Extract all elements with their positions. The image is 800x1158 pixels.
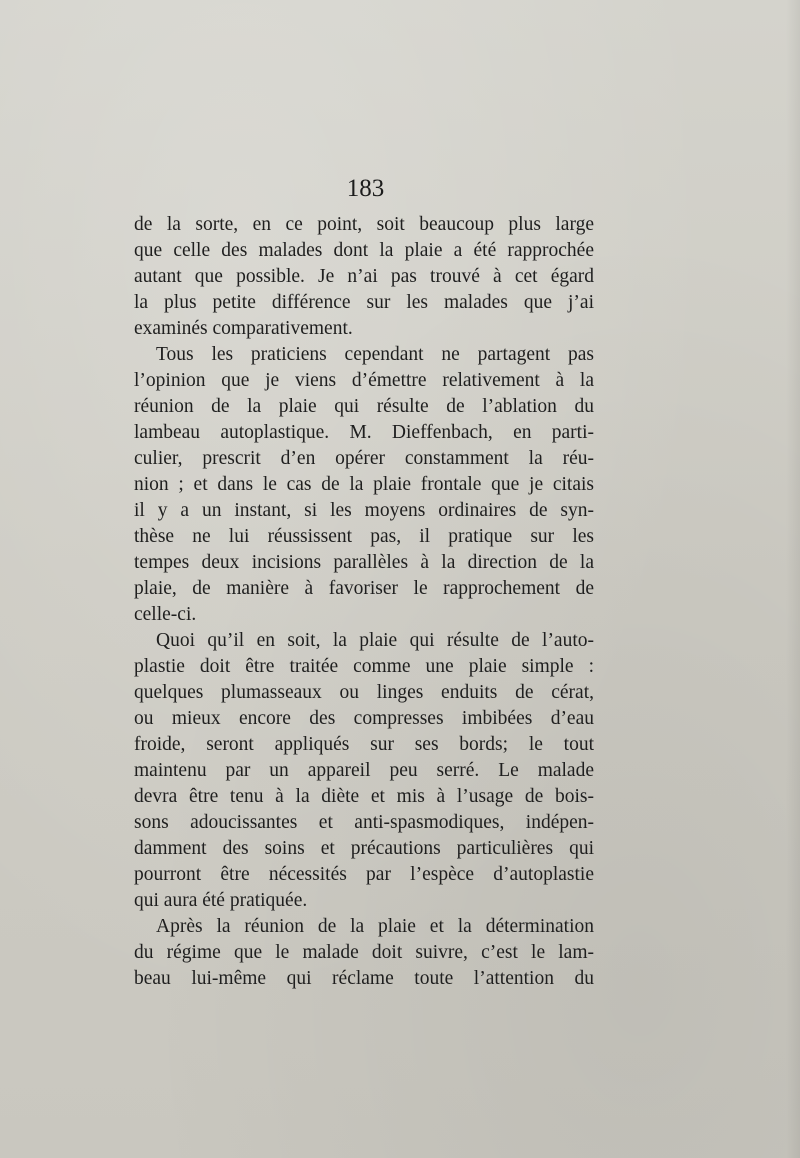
text-line: l’opinion que je viens d’émettre relativement à la	[134, 370, 594, 391]
text-line: plastie doit être traitée comme une plaie simple :	[134, 656, 594, 677]
text-line: froide, seront appliqués sur ses bords; le tout	[134, 734, 594, 755]
text-line: qui aura été pratiquée.	[134, 890, 308, 911]
text-line: Tous les praticiens cependant ne partagent pas	[156, 344, 594, 365]
text-line: examinés comparativement.	[134, 318, 353, 339]
text-line: plaie, de manière à favoriser le rapprochement de	[134, 578, 594, 599]
text-line: sons adoucissantes et anti-spasmodiques, indépen-	[134, 812, 594, 833]
text-line: du régime que le malade doit suivre, c’est le lam-	[134, 942, 594, 963]
text-line: de la sorte, en ce point, soit beaucoup plus large	[134, 214, 594, 235]
text-line: réunion de la plaie qui résulte de l’ablation du	[134, 396, 594, 417]
text-line: Après la réunion de la plaie et la détermination	[156, 916, 594, 937]
text-line: ou mieux encore des compresses imbibées d’eau	[134, 708, 594, 729]
page-number: 183	[346, 175, 385, 202]
text-line: culier, prescrit d’en opérer constamment la réu-	[134, 448, 594, 469]
text-line: damment des soins et précautions particulières qui	[134, 838, 594, 859]
body-text	[134, 212, 594, 992]
text-line: beau lui-même qui réclame toute l’attention du	[134, 968, 594, 989]
text-line: Quoi qu’il en soit, la plaie qui résulte de l’auto-	[156, 630, 594, 651]
text-line: nion ; et dans le cas de la plaie frontale que je citais	[134, 474, 594, 495]
text-line: pourront être nécessités par l’espèce d’autoplastie	[134, 864, 594, 885]
text-line: il y a un instant, si les moyens ordinaires de syn-	[134, 500, 594, 521]
text-line: lambeau autoplastique. M. Dieffenbach, en parti-	[134, 422, 594, 443]
text-line: tempes deux incisions parallèles à la direction de la	[134, 552, 594, 573]
text-line: devra être tenu à la diète et mis à l’usage de bois-	[134, 786, 594, 807]
text-line: maintenu par un appareil peu serré. Le malade	[134, 760, 594, 781]
text-line: que celle des malades dont la plaie a été rapprochée	[134, 240, 594, 261]
text-line: autant que possible. Je n’ai pas trouvé à cet égard	[134, 266, 594, 287]
text-line: celle-ci.	[134, 604, 197, 625]
text-line: thèse ne lui réussissent pas, il pratique sur les	[134, 526, 594, 547]
text-line: la plus petite différence sur les malades que j’ai	[134, 292, 594, 313]
text-line: quelques plumasseaux ou linges enduits de cérat,	[134, 682, 594, 703]
page-edge-shadow	[786, 0, 800, 1158]
